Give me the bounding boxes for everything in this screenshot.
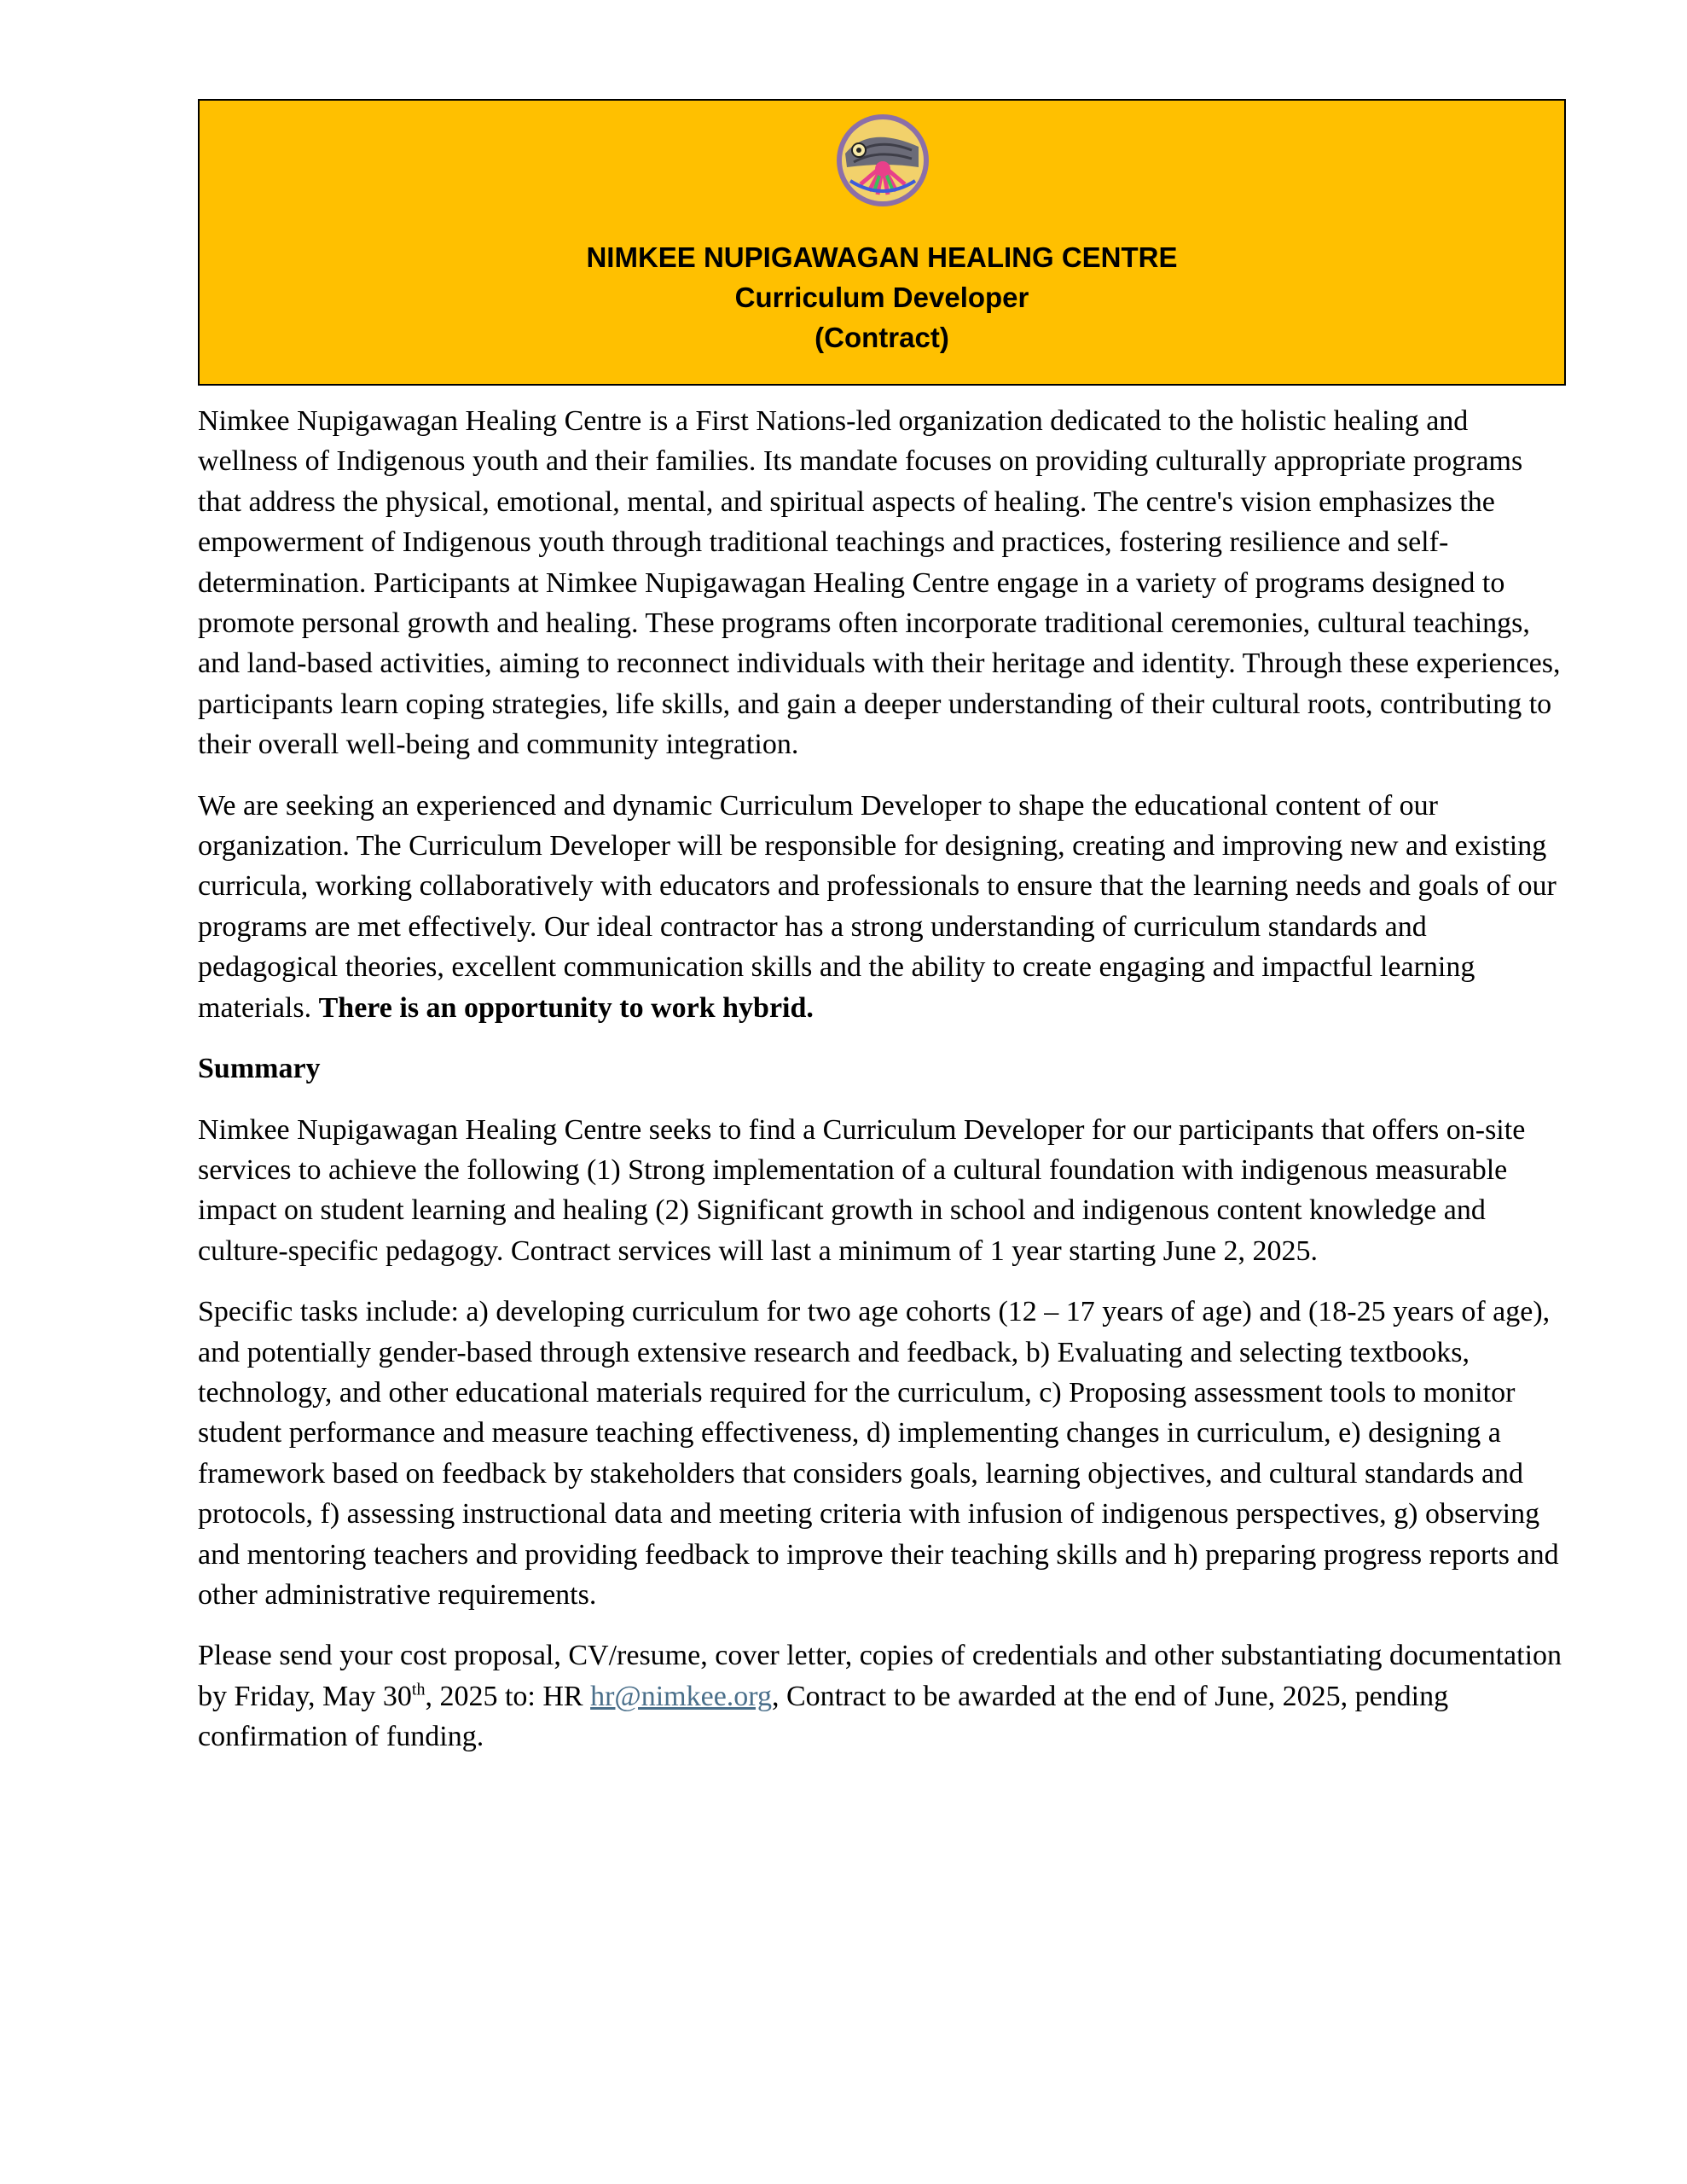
nimkee-logo-icon <box>835 113 930 208</box>
intro-paragraph: Nimkee Nupigawagan Healing Centre is a First Nations-led organization dedicated to the holistic healing and wellness of Indigenous youth and their families. Its mandate focuses on providing culturally appropriate programs that address the physical, emotional, mental, and spiritual aspects of healing. The centre's vision emphasizes the empowerment of Indigenous youth through traditional teachings and practices, fostering resilience and self-determination. Participants at Nimkee Nupigawagan Healing Centre engage in a variety of programs designed to promote personal growth and healing. These programs often incorporate traditional ceremonies, cultural teachings, and land-based activities, aiming to reconnect individuals with their heritage and identity. Through these experiences, participants learn coping strategies, life skills, and gain a deeper understanding of their cultural roots, contributing to their overall well-being and community integration. <box>198 405 1561 761</box>
job-type: (Contract) <box>815 322 949 353</box>
seeking-text: We are seeking an experienced and dynamic Curriculum Developer to shape the educational content of our organization. The Curriculum Developer will be responsible for designing, creating and improving new and existing curricula, working collaboratively with educators and professionals to ensure that the learning needs and goals of our programs are met effectively. Our ideal contractor has a strong understanding of curriculum standards and pedagogical theories, excellent communication skills and the ability to create engaging and impactful learning materials. <box>198 789 1557 1024</box>
organization-title: NIMKEE NUPIGAWAGAN HEALING CENTRE <box>586 241 1178 273</box>
closing-text-2: , 2025 to: HR <box>425 1680 591 1712</box>
document-body <box>198 401 1566 1757</box>
header-titles <box>200 237 1564 357</box>
job-title: Curriculum Developer <box>734 282 1029 313</box>
summary-heading: Summary <box>198 1053 321 1085</box>
summary-paragraph: Nimkee Nupigawagan Healing Centre seeks to find a Curriculum Developer for our participants that offers on-site services to achieve the following (1) Strong implementation of a cultural foundation with indigenous measurable impact on student learning and healing (2) Significant growth in school and indigenous content knowledge and culture-specific pedagogy. Contract services will last a minimum of 1 year starting June 2, 2025. <box>198 1113 1526 1267</box>
tasks-paragraph: Specific tasks include: a) developing curriculum for two age cohorts (12 – 17 years of age) and (18-25 years of age), and potentially gender-based through extensive research and feedback, b) Evaluating and selecting textbooks, technology, and other educational materials required for the curriculum, c) Proposing assessment tools to monitor student performance and measure teaching effectiveness, d) implementing changes in curriculum, e) designing a framework based on feedback by stakeholders that considers goals, learning objectives, and cultural standards and protocols, f) assessing instructional data and meeting criteria with infusion of indigenous perspectives, g) observing and mentoring teachers and providing feedback to improve their teaching skills and h) preparing progress reports and other administrative requirements. <box>198 1296 1559 1611</box>
closing-paragraph <box>198 1635 1566 1757</box>
hybrid-note: There is an opportunity to work hybrid. <box>318 991 814 1024</box>
header-banner <box>198 99 1566 386</box>
closing-text-3: , Contract to be awarded at the end of June, 2025, pending confirmation of funding. <box>198 1680 1449 1753</box>
email-link[interactable]: hr@nimkee.org <box>590 1680 772 1712</box>
date-superscript: th <box>411 1680 426 1699</box>
seeking-paragraph <box>198 786 1566 1028</box>
document-page <box>198 99 1566 1778</box>
closing-text-1: Please send your cost proposal, CV/resume, cover letter, copies of credentials and other substantiating documentation by Friday, May 30 <box>198 1640 1562 1712</box>
